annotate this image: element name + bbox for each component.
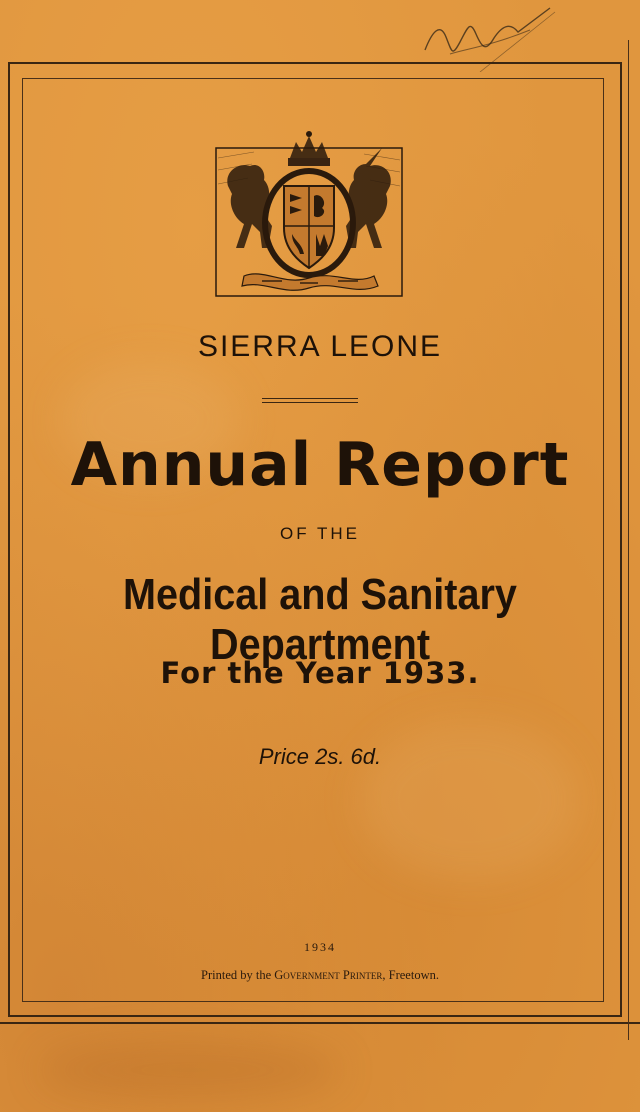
printer-prefix: Printed by the (201, 968, 272, 982)
of-the-text: OF THE (279, 524, 361, 543)
printer-place: Freetown. (388, 968, 439, 982)
bottom-rule (0, 1022, 640, 1024)
department-title: Medical and Sanitary Department (123, 570, 517, 669)
printer-name: Government Printer, (274, 968, 386, 982)
paper-stain (40, 1040, 340, 1100)
report-title: Annual Report (70, 430, 570, 500)
royal-coat-of-arms-emblem (214, 128, 404, 298)
title-divider (262, 402, 358, 403)
country-title: SIERRA LEONE (197, 330, 443, 363)
printer-imprint (0, 968, 640, 983)
price-text: Price 2s. 6d. (258, 744, 382, 769)
report-year: For the Year 1933. (160, 656, 480, 690)
title-divider (262, 398, 358, 399)
publication-year: 1934 (304, 940, 336, 954)
